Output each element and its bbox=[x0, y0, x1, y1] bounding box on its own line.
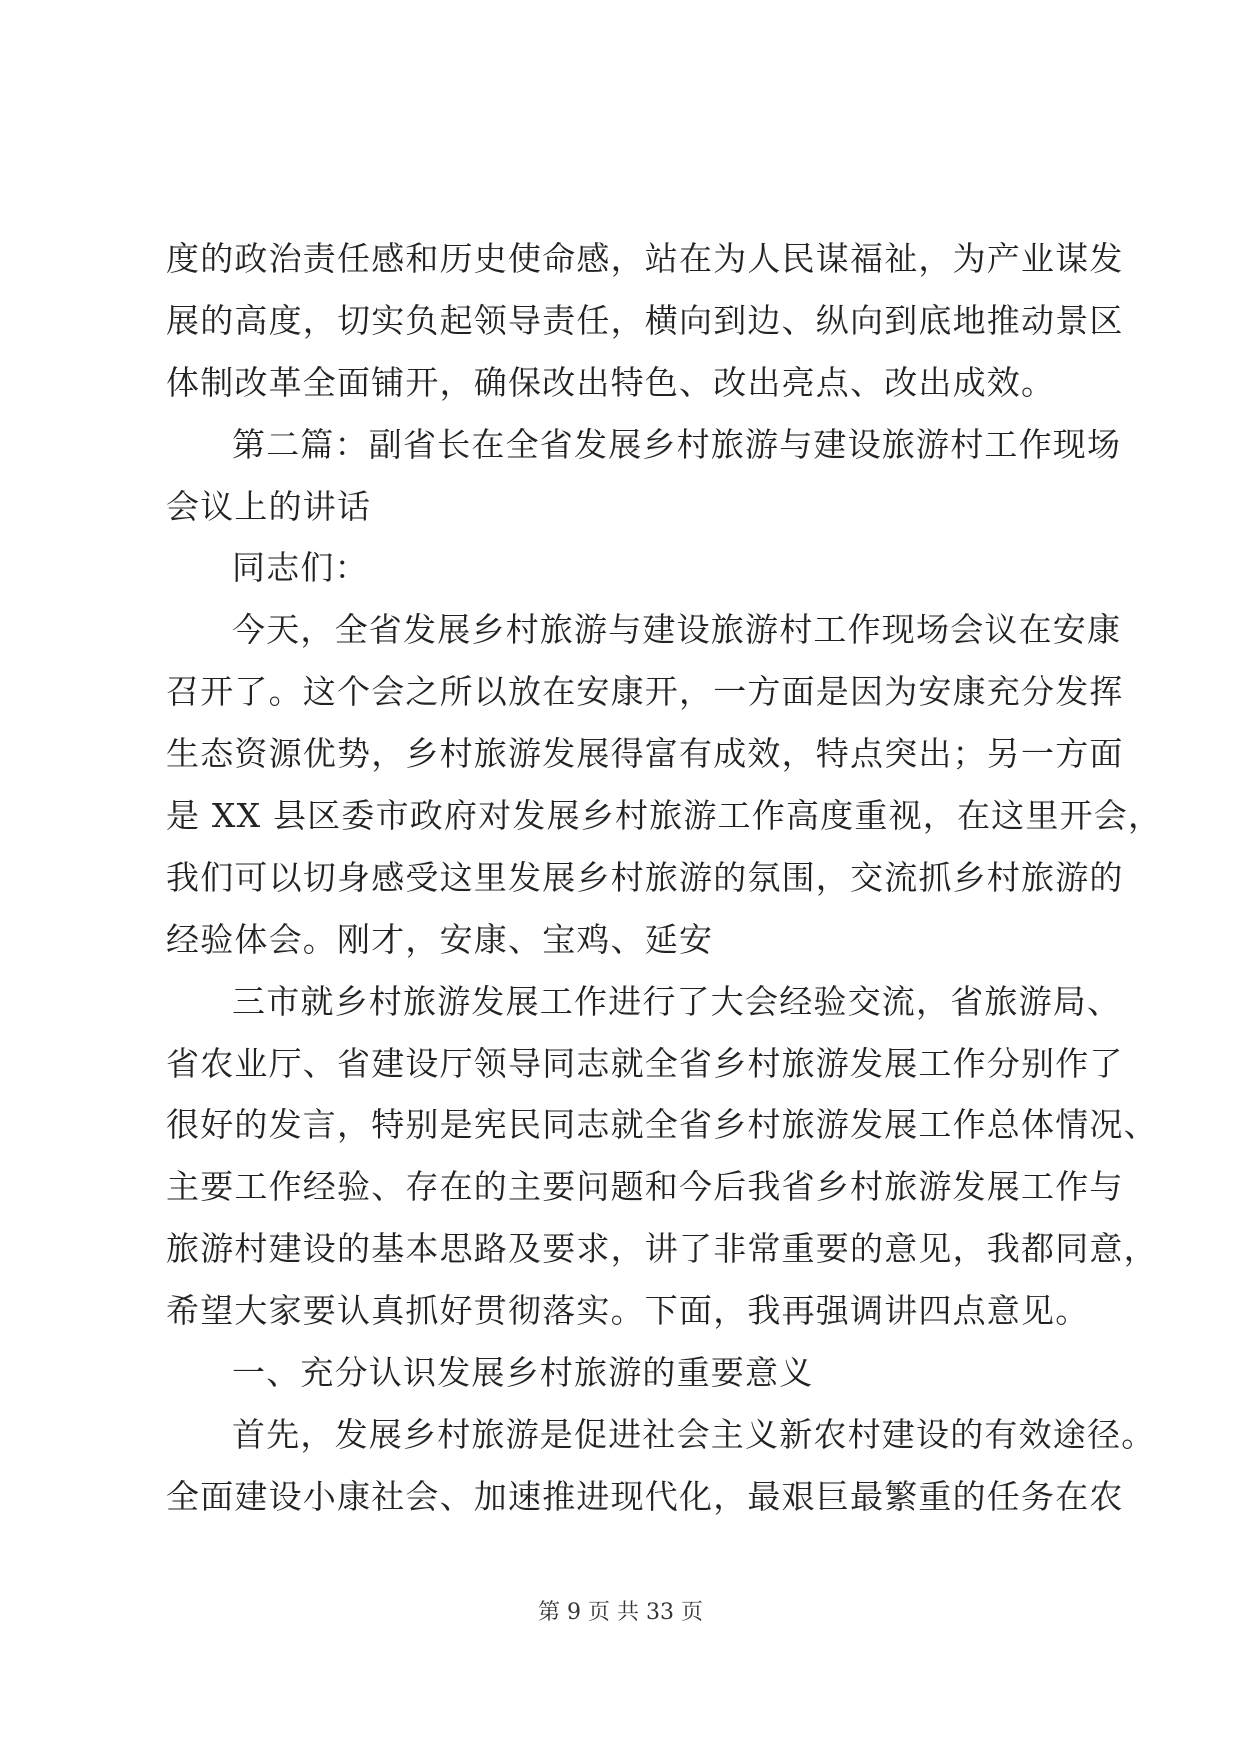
text-line: 今天，全省发展乡村旅游与建设旅游村工作现场会议在安康 bbox=[232, 610, 1122, 650]
text-line: 召开了。这个会之所以放在安康开，一方面是因为安康充分发挥 bbox=[166, 672, 1124, 712]
text-line: 省农业厅、省建设厅领导同志就全省乡村旅游发展工作分别作了 bbox=[166, 1043, 1124, 1083]
text-line: 度的政治责任感和历史使命感，站在为人民谋福祉，为产业谋发 bbox=[166, 239, 1124, 278]
text-line: 全面建设小康社会、加速推进现代化，最艰巨最繁重的任务在农 bbox=[166, 1476, 1124, 1516]
text-line: 经验体会。刚才，安康、宝鸡、延安 bbox=[166, 919, 714, 959]
text-line: 主要工作经验、存在的主要问题和今后我省乡村旅游发展工作与 bbox=[166, 1167, 1124, 1207]
text-line: 展的高度，切实负起领导责任，横向到边、纵向到底地推动景区 bbox=[166, 300, 1124, 340]
text-line: 三市就乡村旅游发展工作进行了大会经验交流，省旅游局、 bbox=[232, 981, 1122, 1021]
text-line: 旅游村建设的基本思路及要求，讲了非常重要的意见，我都同意， bbox=[166, 1229, 1158, 1269]
text-line: 希望大家要认真抓好贯彻落实。下面，我再强调讲四点意见。 bbox=[166, 1291, 1090, 1331]
document-body bbox=[166, 228, 1163, 1528]
section-heading-line: 会议上的讲话 bbox=[166, 486, 372, 526]
text-line: 体制改革全面铺开，确保改出特色、改出亮点、改出成效。 bbox=[166, 362, 1056, 402]
salutation-line: 同志们： bbox=[232, 548, 369, 588]
text-line: 很好的发言，特别是宪民同志就全省乡村旅游发展工作总体情况、 bbox=[166, 1105, 1158, 1145]
text-line: 首先，发展乡村旅游是促进社会主义新农村建设的有效途径。 bbox=[232, 1414, 1156, 1454]
text-line: 生态资源优势，乡村旅游发展得富有成效，特点突出；另一方面 bbox=[166, 734, 1124, 774]
text-line: 我们可以切身感受这里发展乡村旅游的氛围，交流抓乡村旅游的 bbox=[166, 857, 1124, 897]
page-footer bbox=[0, 1598, 1241, 1628]
section-heading-line: 第二篇：副省长在全省发展乡村旅游与建设旅游村工作现场 bbox=[232, 424, 1122, 464]
page-number-label: 第 9 页 共 33 页 bbox=[538, 1600, 703, 1625]
text-line: 是 XX 县区委市政府对发展乡村旅游工作高度重视，在这里开会， bbox=[166, 796, 1163, 836]
subheading-line: 一、充分认识发展乡村旅游的重要意义 bbox=[232, 1353, 814, 1393]
